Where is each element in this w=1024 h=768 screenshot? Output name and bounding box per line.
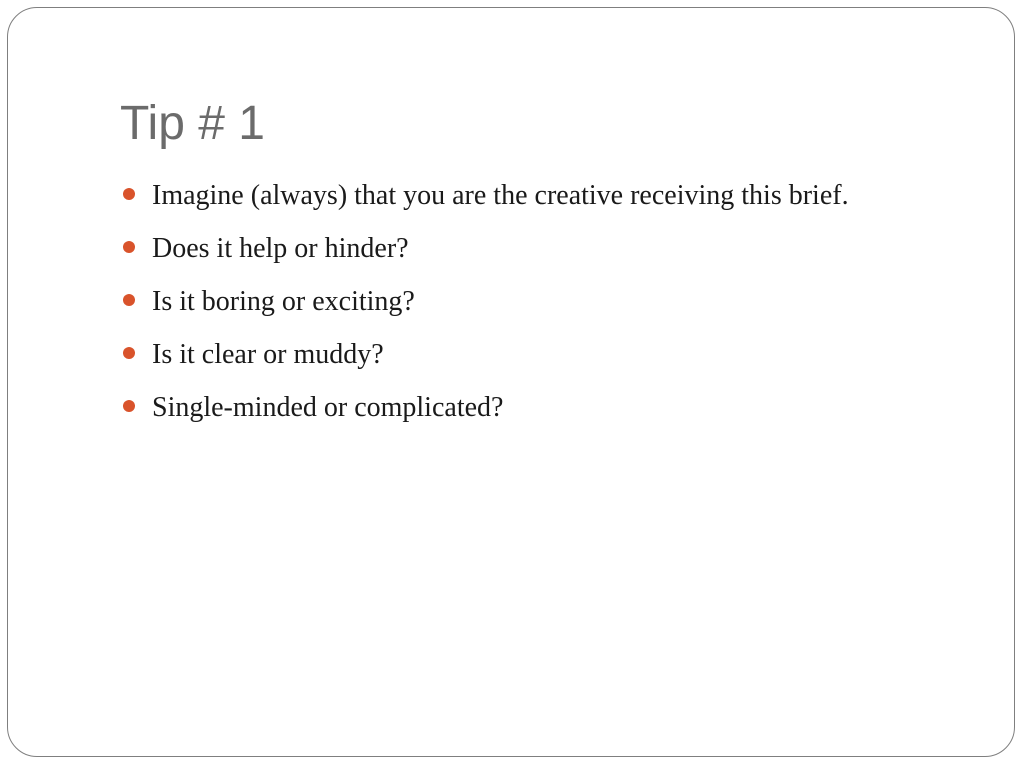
bullet-dot-icon — [123, 241, 135, 253]
bullet-dot-icon — [123, 400, 135, 412]
bullet-text: Single-minded or complicated? — [152, 392, 504, 423]
bullet-dot-icon — [123, 188, 135, 200]
bullet-item — [120, 280, 849, 333]
bullet-text: Is it boring or exciting? — [152, 286, 415, 317]
bullet-text: Is it clear or muddy? — [152, 339, 384, 370]
bullet-dot-icon — [123, 294, 135, 306]
slide-frame — [7, 7, 1015, 757]
bullet-list — [120, 174, 849, 439]
bullet-item — [120, 227, 849, 280]
bullet-dot-icon — [123, 347, 135, 359]
bullet-text: Does it help or hinder? — [152, 233, 409, 264]
slide-title: Tip # 1 — [120, 97, 265, 150]
bullet-item — [120, 386, 849, 439]
bullet-item — [120, 333, 849, 386]
bullet-text: Imagine (always) that you are the creative receiving this brief. — [152, 180, 849, 211]
bullet-item — [120, 174, 849, 227]
